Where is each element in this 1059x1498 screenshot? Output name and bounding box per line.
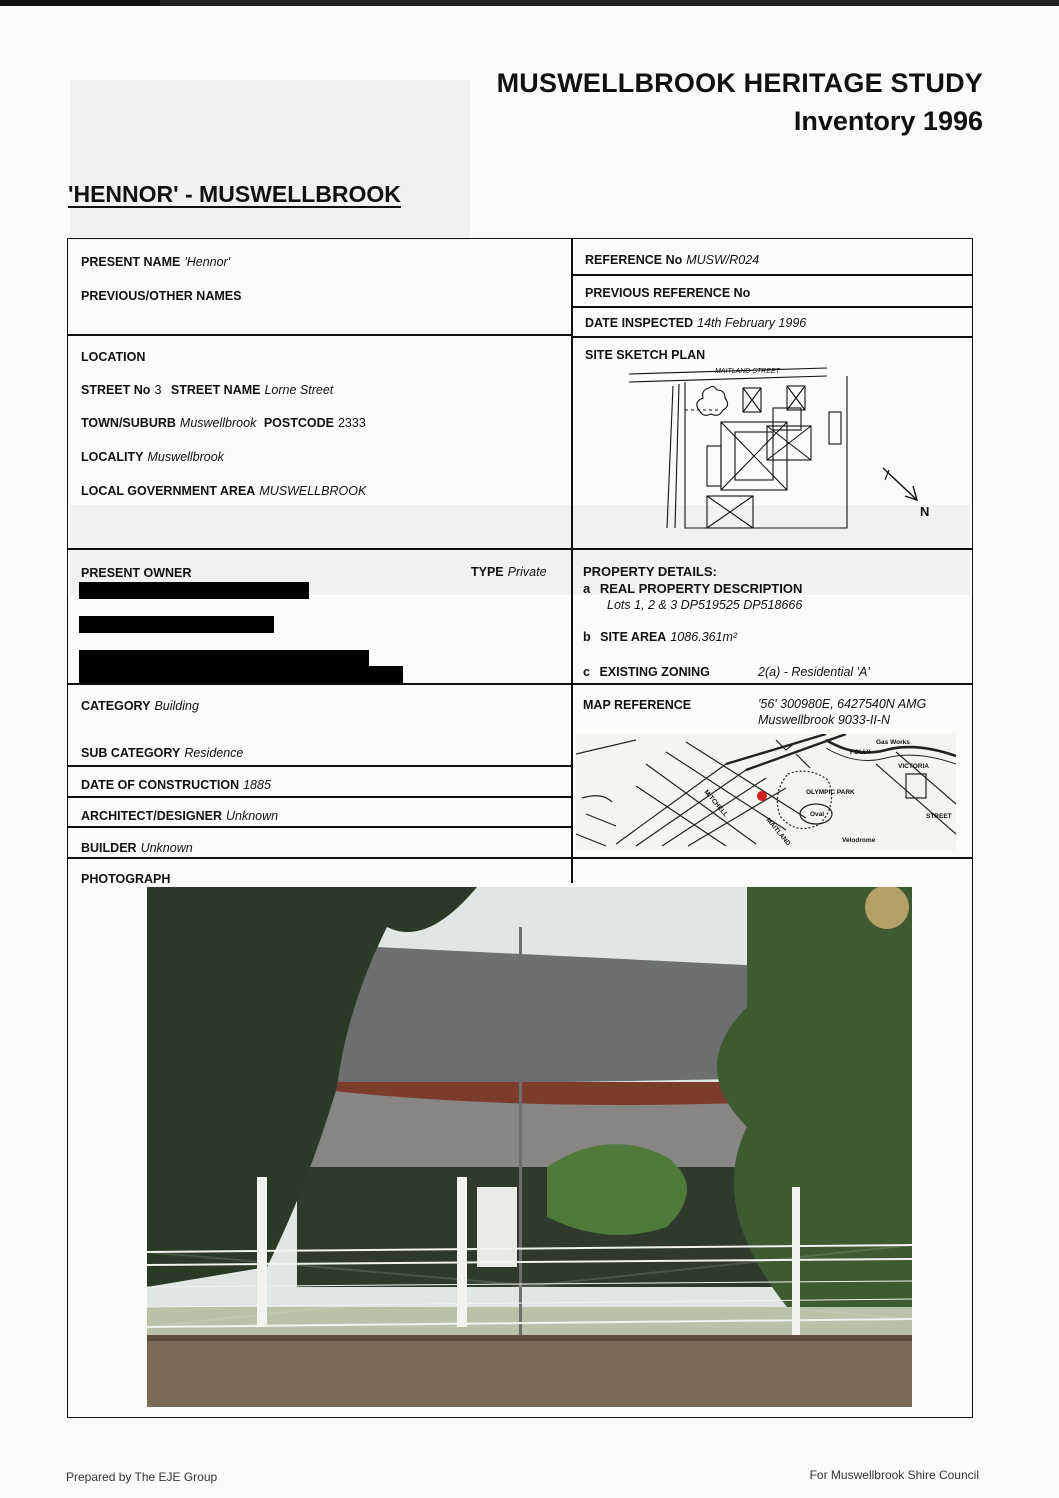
map-label-maitland: MAITLAND [764,816,792,848]
prop-b-value: 1086.361m² [670,630,738,644]
lga-field [81,484,366,498]
present-name-field [81,255,230,269]
lga-label: LOCAL GOVERNMENT AREA [81,484,256,498]
prop-c-label: EXISTING ZONING [599,665,710,679]
date-inspected-field [585,316,806,330]
type-label: TYPE [471,565,504,579]
property-details-label: PROPERTY DETAILS: [583,564,717,579]
photograph-label: PHOTOGRAPH [81,872,171,886]
map-label-street: STREET [926,813,952,820]
map-label-velodrome: Velodrome [842,837,876,844]
show-through-ghost [70,80,470,240]
document-title: 'HENNOR' - MUSWELLBROOK [68,181,401,207]
architect-field [81,809,278,823]
builder-field [81,841,193,855]
map-label-gasworks: Gas Works [876,739,910,746]
street-name-value: Lorne Street [264,383,334,397]
map-reference-label: MAP REFERENCE [583,698,692,712]
prop-c-value: 2(a) - Residential 'A' [758,665,870,679]
map-label-mitchell: MITCHELL [702,788,729,819]
prop-c-field [583,665,710,679]
map-label-victoria: VICTORIA [898,763,929,770]
row-divider [571,306,973,308]
present-owner-label: PRESENT OWNER [81,566,192,580]
street-no-value: 3 [154,383,162,397]
town-value: Muswellbrook [179,416,257,430]
date-inspected-value: 14th February 1996 [697,316,807,330]
builder-value: Unknown [140,841,193,855]
footer-council: For Muswellbrook Shire Council [809,1468,979,1482]
category-label: CATEGORY [81,699,151,713]
row-divider [67,334,572,336]
row-divider [67,765,572,767]
present-name-value: 'Hennor' [184,255,231,269]
redaction-bar [79,616,274,633]
location-map [576,734,956,850]
map-label-folly: FOLLY [850,749,871,756]
architect-value: Unknown [225,809,279,823]
scan-edge-bar [0,0,1059,6]
date-construction-label: DATE OF CONSTRUCTION [81,778,240,792]
street-field [81,383,333,397]
row-divider [67,548,973,550]
prop-a-label: REAL PROPERTY DESCRIPTION [599,581,803,596]
date-construction-value: 1885 [243,778,271,792]
town-field [81,416,366,430]
prop-a-field [583,581,802,596]
reference-value: MUSW/R024 [686,253,760,267]
map-label-olympic-park: OLYMPIC PARK [806,789,855,796]
street-no-label: STREET No [81,383,151,397]
prop-a-letter: a [583,581,591,596]
reference-label: REFERENCE No [585,253,683,267]
subcategory-field [81,746,243,760]
row-divider [67,857,973,859]
study-subtitle: Inventory 1996 [793,106,983,136]
type-field [471,565,547,579]
redaction-bar [79,582,309,599]
prop-b-label: SITE AREA [600,630,667,644]
date-construction-field [81,778,271,792]
locality-field [81,450,224,464]
lga-value: MUSWELLBROOK [259,484,367,498]
redaction-bar [79,650,369,666]
footer-prepared-by: Prepared by The EJE Group [66,1470,218,1484]
house-photograph [147,887,912,1407]
map-reference-line-1: '56' 300980E, 6427540N AMG [758,697,927,711]
map-reference-line-2: Muswellbrook 9033-II-N [758,713,890,727]
present-name-label: PRESENT NAME [81,255,181,269]
builder-label: BUILDER [81,841,137,855]
subcategory-value: Residence [184,746,244,760]
prop-c-letter: c [583,665,590,679]
prop-b-field [583,630,737,644]
locality-label: LOCALITY [81,450,144,464]
sketch-north-label: N [920,504,930,519]
date-inspected-label: DATE INSPECTED [585,316,694,330]
row-divider [67,826,572,828]
map-label-oval: Oval [810,811,825,818]
street-name-label: STREET NAME [170,383,261,397]
postcode-label: POSTCODE [263,416,334,430]
town-label: TOWN/SUBURB [81,416,176,430]
type-value: Private [507,565,547,579]
category-value: Building [154,699,199,713]
locality-value: Muswellbrook [147,450,224,464]
row-divider [571,336,973,338]
subcategory-label: SUB CATEGORY [81,746,181,760]
previous-names-label: PREVIOUS/OTHER NAMES [81,289,242,303]
site-sketch-plan [627,362,947,532]
previous-reference-label: PREVIOUS REFERENCE No [585,286,751,300]
row-divider [67,683,973,685]
sketch-street-label: MAITLAND STREET [715,368,780,375]
prop-a-value: Lots 1, 2 & 3 DP519525 DP518666 [607,598,803,612]
site-sketch-label: SITE SKETCH PLAN [585,348,706,362]
study-title: MUSWELLBROOK HERITAGE STUDY [496,68,983,98]
reference-field [585,253,759,267]
location-label: LOCATION [81,350,146,364]
row-divider [67,796,572,798]
architect-label: ARCHITECT/DESIGNER [81,809,222,823]
row-divider [571,274,973,276]
category-field [81,699,199,713]
redaction-bar [79,666,403,683]
prop-b-letter: b [583,630,591,644]
postcode-value: 2333 [337,416,366,430]
